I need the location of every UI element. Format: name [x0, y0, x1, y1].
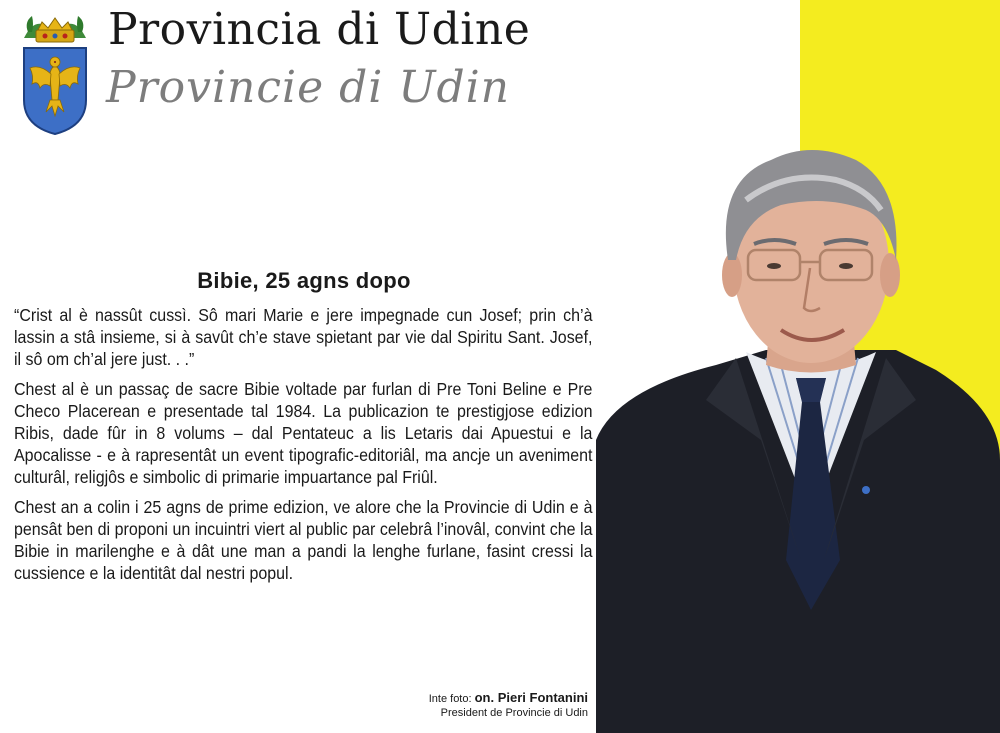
article-paragraph: Chest an a colin i 25 agns de prime edizion, ve alore che la Provincie di Udin e à pensât ben di proponi un incuintri viert al public par celebrâ l’inovâl, convint che la Bibie in marilenghe e à dât une man a pandi la lenghe furlane, fasint cressi la cussience e la identitât dal nestri popul.	[14, 497, 593, 583]
article	[14, 268, 594, 592]
article-heading: Bibie, 25 agns dopo	[197, 268, 411, 293]
credit-name: on. Pieri Fontanini	[474, 690, 588, 705]
article-paragraph: Chest al è un passaç de sacre Bibie voltade par furlan di Pre Toni Beline e Pre Checo Placerean e presentade tal 1984. La publicazion te prestigjose edizion Ribis, dade fûr in 8 volums – dal Pentateuc a lis Letaris dai Apuestui e la Apocalisse - e à rapresentât un event tipografic-editoriâl, ma ancje un aveniment culturâl, religjôs e simbolic di primarie impuartance pal Friûl.	[14, 379, 593, 487]
province-title-friulian: Provincie di Udin	[106, 62, 511, 113]
province-title-italian: Provincia di Udine	[108, 4, 531, 55]
portrait-photo	[596, 140, 1000, 733]
credit-role: President de Provincie di Udin	[440, 707, 588, 719]
article-quote: “Crist al è nassût cussì. Sô mari Marie e jere impegnade cun Josef; prin ch’à lassin a stâ insieme, si à savût ch’e stave spietant par vie dal Spiritu Sant. Josef, il sô om ch’al jere just. . .”	[14, 305, 593, 369]
credit-prefix: Inte foto:	[428, 693, 472, 705]
photo-credit	[429, 690, 588, 719]
coat-of-arms-icon	[20, 8, 90, 136]
header	[0, 0, 800, 140]
